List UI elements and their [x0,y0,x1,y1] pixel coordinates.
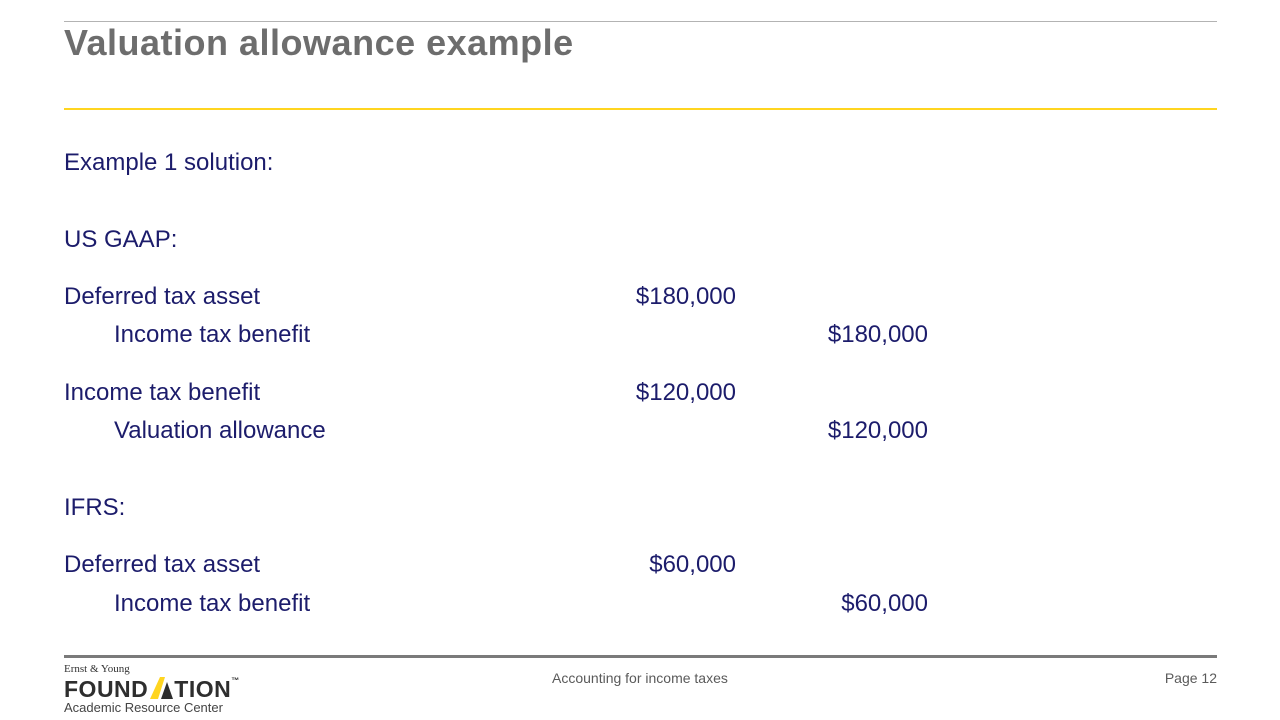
entry-credit-amount: $180,000 [827,321,928,348]
slide-title: Valuation allowance example [64,22,574,63]
entry-debit-amount: $180,000 [635,283,736,310]
title-underline [64,108,1217,110]
logo-wordmark [64,676,240,703]
section-heading-us-gaap: US GAAP: [64,226,178,253]
entry-credit-label: Income tax benefit [114,321,311,348]
entry-debit-label: Deferred tax asset [64,283,261,310]
entry-credit-label: Valuation allowance [114,417,326,444]
entry-debit-amount: $120,000 [635,379,736,406]
footer-title: Accounting for income taxes [552,670,728,686]
section-heading-ifrs: IFRS: [64,494,126,521]
footer-divider [64,655,1217,658]
logo-wordmark-left: FOUND [64,676,149,702]
entry-debit-amount: $60,000 [649,551,736,578]
entry-debit-label: Income tax benefit [64,379,261,406]
logo-a-mark-icon [148,677,174,699]
logo-subtitle: Academic Resource Center [64,700,223,715]
page-number: Page 12 [1164,670,1217,686]
entry-debit-label: Deferred tax asset [64,551,261,578]
entry-credit-amount: $60,000 [841,590,928,617]
logo-trademark: ™ [231,676,240,685]
entry-credit-label: Income tax benefit [114,590,311,617]
logo-wordmark-right: TION [174,676,232,702]
ernst-young-foundation-logo [64,663,244,718]
entry-credit-amount: $120,000 [827,417,928,444]
logo-small-text: Ernst & Young [64,663,130,675]
intro-text: Example 1 solution: [64,149,274,176]
